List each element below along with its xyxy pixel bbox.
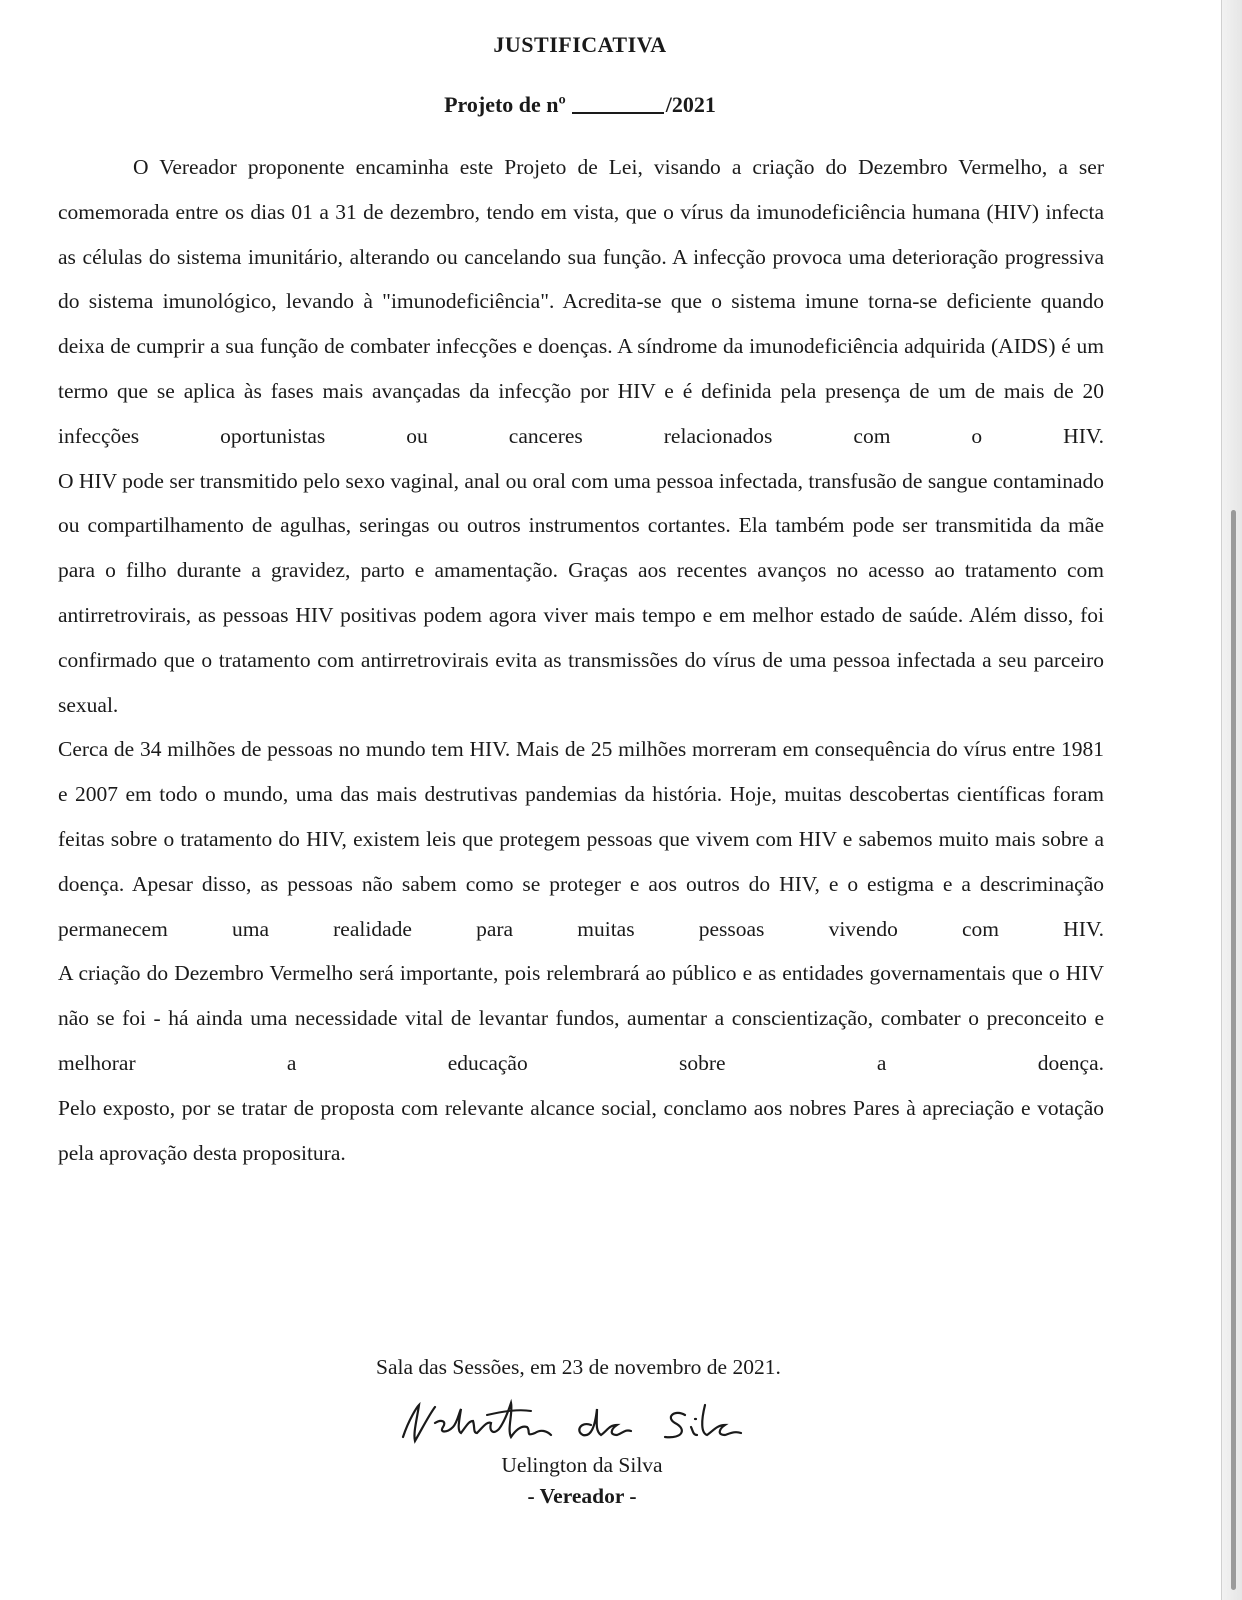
project-prefix: Projeto de nº <box>444 92 566 117</box>
justification-body <box>58 145 1104 1175</box>
project-number-blank <box>572 94 664 114</box>
place-date: Sala das Sessões, em 23 de novembro de 2021. <box>376 1355 781 1379</box>
paragraph-1: O Vereador proponente encaminha este Projeto de Lei, visando a criação do Dezembro Vermelho, a ser comemorada entre os dias 01 a 31 de dezembro, tendo em vista, que o vírus da imunodeficiência humana (HIV) infecta as células do sistema imunitário, alterando ou cancelando sua função. A infecção provoca uma deterioração progressiva do sistema imunológico, levando à "imunodeficiência". Acredita-se que o sistema imune torna-se deficiente quando deixa de cumprir a sua função de combater infecções e doenças. A síndrome da imunodeficiência adquirida (AIDS) é um termo que se aplica às fases mais avançadas da infecção por HIV e é definida pela presença de um de mais de 20 infecções oportunistas ou canceres relacionados com o HIV. <box>58 155 1104 448</box>
paragraph-3: Cerca de 34 milhões de pessoas no mundo tem HIV. Mais de 25 milhões morreram em consequência do vírus entre 1981 e 2007 em todo o mundo, uma das mais destrutivas pandemias da história. Hoje, muitas descobertas científicas foram feitas sobre o tratamento do HIV, existem leis que protegem pessoas que vivem com HIV e sabemos muito mais sobre a doença. Apesar disso, as pessoas não sabem como se proteger e aos outros do HIV, e o estigma e a descriminação permanecem uma realidade para muitas pessoas vivendo com HIV. <box>58 737 1104 941</box>
signer-role: - Vereador - <box>527 1484 637 1508</box>
signer-name: Uelington da Silva <box>501 1453 663 1477</box>
project-suffix: /2021 <box>665 92 716 117</box>
paragraph-4: A criação do Dezembro Vermelho será importante, pois relembrará ao público e as entidades governamentais que o HIV não se foi - há ainda uma necessidade vital de levantar fundos, aumentar a conscientização, combater o preconceito e melhorar a educação sobre a doença. <box>58 961 1104 1075</box>
document-title: JUSTIFICATIVA <box>493 32 667 57</box>
paragraph-5: Pelo exposto, por se tratar de proposta com relevante alcance social, conclamo aos nobres Pares à apreciação e votação pela aprovação desta propositura. <box>58 1095 1104 1165</box>
scrollbar[interactable] <box>1231 510 1236 1590</box>
project-number-line <box>0 92 1160 118</box>
paragraph-2: O HIV pode ser transmitido pelo sexo vaginal, anal ou oral com uma pessoa infectada, transfusão de sangue contaminado ou compartilhamento de agulhas, seringas ou outros instrumentos cortantes. Ela também pode ser transmitida da mãe para o filho durante a gravidez, parto e amamentação. Graças aos recentes avanços no acesso ao tratamento com antirretrovirais, as pessoas HIV positivas podem agora viver mais tempo e em melhor estado de saúde. Além disso, foi confirmado que o tratamento com antirretrovirais evita as transmissões do vírus de uma pessoa infectada a seu parceiro sexual. <box>58 468 1104 717</box>
